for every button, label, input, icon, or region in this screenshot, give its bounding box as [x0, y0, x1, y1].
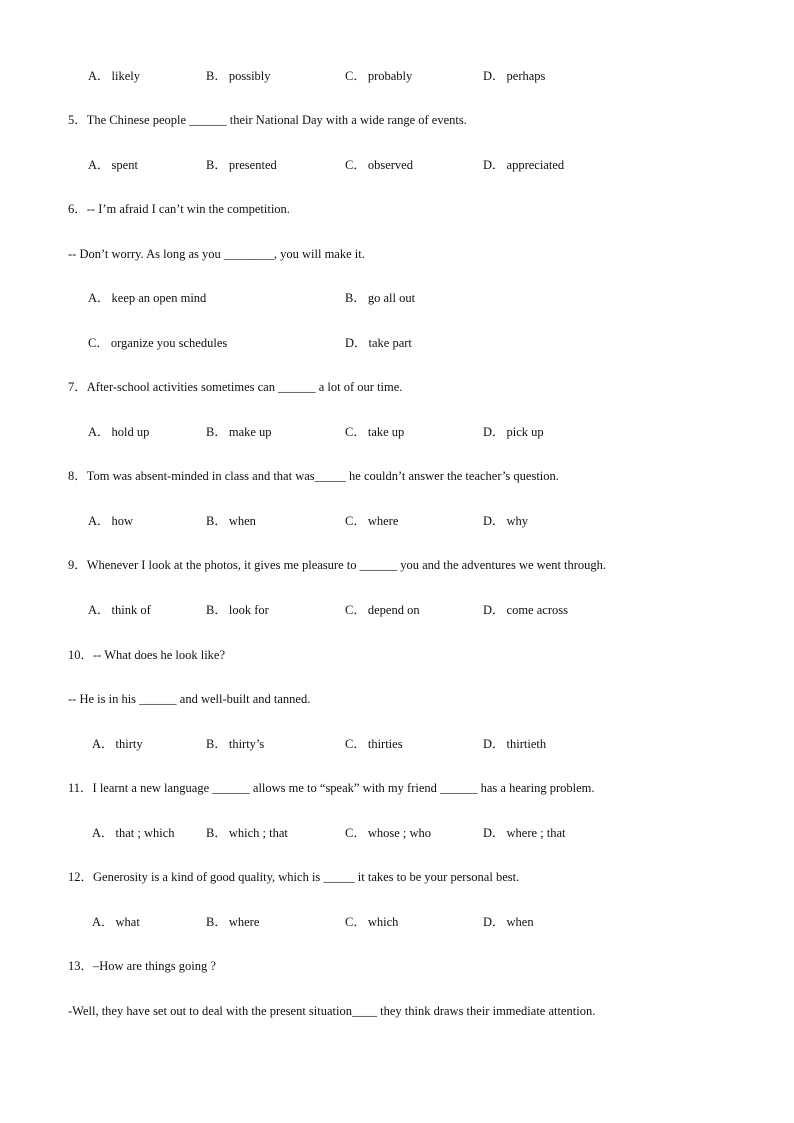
option-c: [345, 513, 398, 529]
option-c: [345, 68, 412, 84]
option-text: organize you schedules: [110, 336, 228, 350]
option-a: [88, 513, 133, 529]
option-text: what: [115, 915, 140, 929]
option-letter: B．: [206, 826, 227, 840]
option-a: [92, 825, 175, 841]
option-letter: D．: [483, 915, 505, 929]
option-letter: A．: [88, 69, 110, 83]
option-c: [345, 424, 404, 440]
question-9-stem: 9．Whenever I look at the photos, it gives me pleasure to ______ you and the adventures we went through.: [68, 558, 607, 572]
option-letter: C．: [88, 336, 109, 350]
option-text: perhaps: [506, 69, 546, 83]
option-text: thirties: [367, 737, 403, 751]
option-a: [88, 68, 140, 84]
option-letter: C．: [345, 514, 366, 528]
option-letter: C．: [345, 425, 366, 439]
option-a: [88, 602, 151, 618]
option-text: probably: [367, 69, 413, 83]
option-letter: B．: [206, 915, 227, 929]
option-d: [483, 68, 545, 84]
option-a: [88, 290, 206, 306]
option-letter: B．: [206, 425, 227, 439]
option-text: how: [111, 514, 134, 528]
option-letter: D．: [483, 603, 505, 617]
option-letter: C．: [345, 69, 366, 83]
option-b: [206, 513, 256, 529]
option-text: go all out: [367, 291, 416, 305]
option-text: keep an open mind: [111, 291, 207, 305]
question-10-stem: 10．-- What does he look like?: [68, 648, 226, 662]
option-c: [345, 157, 413, 173]
option-text: think of: [111, 603, 151, 617]
question-7-stem: 7．After-school activities sometimes can ______ a lot of our time.: [68, 380, 403, 394]
option-letter: A．: [88, 291, 110, 305]
option-letter: A．: [88, 603, 110, 617]
option-text: spent: [111, 158, 138, 172]
option-text: where: [228, 915, 260, 929]
option-letter: D．: [483, 514, 505, 528]
question-5-stem: 5．The Chinese people ______ their National Day with a wide range of events.: [68, 113, 467, 127]
option-letter: B．: [206, 514, 227, 528]
question-12-stem: 12．Generosity is a kind of good quality, which is _____ it takes to be your personal best.: [68, 870, 520, 884]
option-text: observed: [367, 158, 413, 172]
question-13-stem: 13．–How are things going ?: [68, 959, 216, 973]
option-letter: B．: [206, 737, 227, 751]
option-letter: A．: [88, 514, 110, 528]
option-text: thirtieth: [506, 737, 547, 751]
option-text: pick up: [506, 425, 544, 439]
option-b: [206, 602, 269, 618]
option-d: [483, 914, 534, 930]
option-text: presented: [228, 158, 277, 172]
option-letter: C．: [345, 915, 366, 929]
option-a: [88, 157, 138, 173]
option-letter: D．: [483, 69, 505, 83]
option-text: hold up: [111, 425, 150, 439]
option-text: likely: [111, 69, 140, 83]
option-d: [483, 736, 546, 752]
option-d: [483, 424, 544, 440]
option-b: [206, 68, 271, 84]
option-text: where: [367, 514, 399, 528]
option-b: [206, 736, 264, 752]
option-d: [483, 602, 568, 618]
option-c: [345, 825, 431, 841]
option-text: thirty: [115, 737, 143, 751]
option-text: which ; that: [228, 826, 288, 840]
option-text: make up: [228, 425, 272, 439]
option-letter: D．: [483, 826, 505, 840]
option-text: come across: [506, 603, 568, 617]
question-10-stem-line-2: -- He is in his ______ and well-built and tanned.: [68, 692, 311, 706]
option-d: [483, 513, 528, 529]
option-text: which: [367, 915, 399, 929]
option-letter: D．: [483, 737, 505, 751]
option-b: [206, 914, 259, 930]
option-text: take part: [368, 336, 412, 350]
option-c: [345, 914, 398, 930]
option-letter: C．: [345, 158, 366, 172]
option-letter: B．: [206, 69, 227, 83]
option-text: depend on: [367, 603, 420, 617]
option-d: [483, 157, 564, 173]
question-8-stem: 8．Tom was absent-minded in class and that was_____ he couldn’t answer the teacher’s question.: [68, 469, 559, 483]
option-letter: C．: [345, 737, 366, 751]
option-text: possibly: [228, 69, 271, 83]
option-b: [345, 290, 415, 306]
option-text: whose ; who: [367, 826, 432, 840]
option-c: [345, 736, 403, 752]
option-d: [345, 335, 412, 351]
option-d: [483, 825, 566, 841]
option-text: when: [506, 915, 534, 929]
question-6-stem-line-2: -- Don’t worry. As long as you ________, you will make it.: [68, 247, 365, 261]
option-text: where ; that: [506, 826, 566, 840]
question-13-stem-line-2: -Well, they have set out to deal with the present situation____ they think draws their immediate attention.: [68, 1004, 596, 1018]
option-text: take up: [367, 425, 405, 439]
option-text: that ; which: [115, 826, 175, 840]
option-letter: A．: [92, 826, 114, 840]
option-b: [206, 157, 277, 173]
question-11-stem: 11．I learnt a new language ______ allows me to “speak” with my friend ______ has a hearing problem.: [68, 781, 595, 795]
option-letter: D．: [483, 425, 505, 439]
option-text: appreciated: [506, 158, 565, 172]
option-letter: C．: [345, 603, 366, 617]
option-letter: B．: [206, 603, 227, 617]
option-letter: A．: [92, 737, 114, 751]
option-a: [92, 914, 140, 930]
option-c: [345, 602, 420, 618]
option-letter: A．: [92, 915, 114, 929]
option-text: thirty’s: [228, 737, 265, 751]
option-letter: A．: [88, 425, 110, 439]
option-letter: B．: [206, 158, 227, 172]
option-letter: D．: [483, 158, 505, 172]
option-letter: A．: [88, 158, 110, 172]
option-letter: C．: [345, 826, 366, 840]
option-text: look for: [228, 603, 269, 617]
option-c: [88, 335, 227, 351]
option-letter: B．: [345, 291, 366, 305]
option-a: [92, 736, 143, 752]
question-6-stem: 6．-- I’m afraid I can’t win the competition.: [68, 202, 290, 216]
option-letter: D．: [345, 336, 367, 350]
option-a: [88, 424, 149, 440]
option-b: [206, 424, 272, 440]
option-b: [206, 825, 288, 841]
option-text: when: [228, 514, 256, 528]
option-text: why: [506, 514, 529, 528]
